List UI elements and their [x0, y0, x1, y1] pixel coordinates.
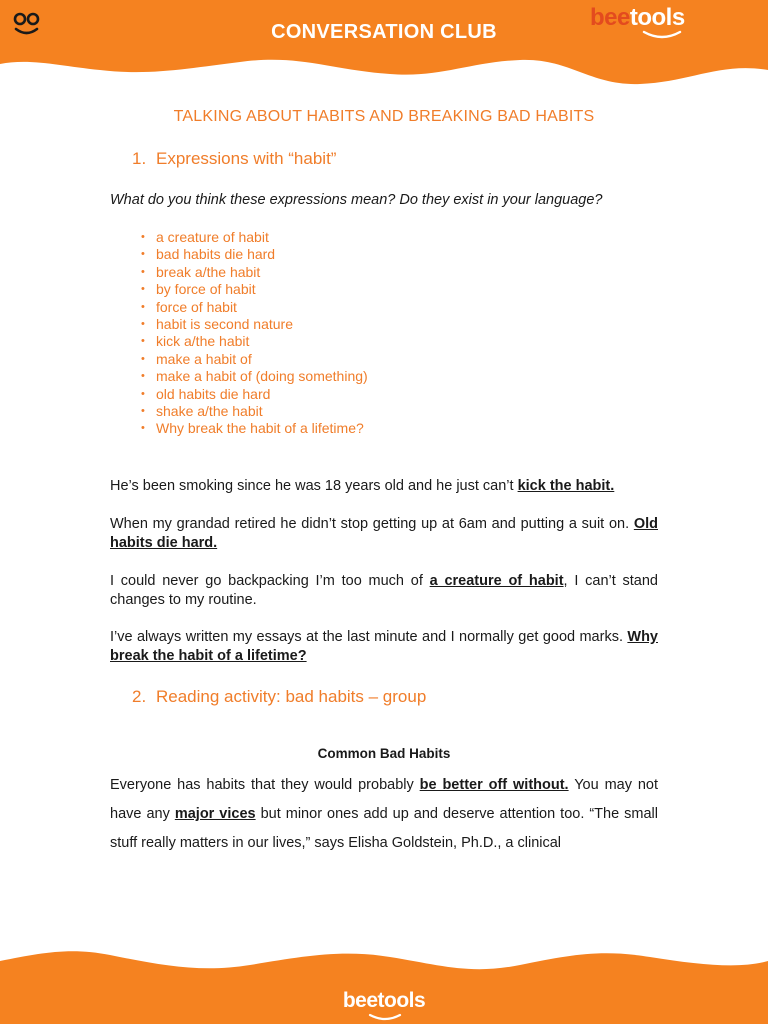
list-item: • make a habit of — [140, 351, 368, 368]
list-item: • break a/the habit — [140, 264, 368, 281]
example-paragraph — [110, 515, 658, 553]
example-paragraph — [110, 628, 658, 666]
reading-title: Common Bad Habits — [317, 746, 451, 761]
example-paragraph — [110, 477, 658, 496]
example-text: I’ve always written my essays at the last minute and I normally get good marks. — [110, 629, 628, 645]
list-item: • shake a/the habit — [140, 403, 368, 420]
list-item: • Why break the habit of a lifetime? — [140, 420, 368, 437]
example-text: He’s been smoking since he was 18 years old and he just can’t — [110, 478, 518, 494]
section-heading-expressions — [132, 149, 336, 169]
section-number: 2. — [132, 687, 147, 706]
list-item: • a creature of habit — [140, 229, 368, 246]
expressions-list — [140, 229, 368, 438]
list-item: • bad habits die hard — [140, 246, 368, 263]
brand-smile-icon — [642, 30, 682, 40]
example-paragraph — [110, 572, 658, 610]
list-item: • kick a/the habit — [140, 333, 368, 350]
footer-banner — [0, 935, 768, 1024]
reading-text: Everyone has habits that they would probably — [110, 777, 420, 793]
section-heading-reading — [132, 687, 426, 707]
list-item: • by force of habit — [140, 281, 368, 298]
footer-smile-icon — [368, 1013, 402, 1022]
discussion-question: What do you think these expressions mean? Do they exist in your language? — [110, 192, 603, 208]
example-text: When my grandad retired he didn’t stop getting up at 6am and putting a suit on. — [110, 516, 634, 532]
example-phrase: Why break the habit of a lifetime? — [110, 629, 658, 664]
example-phrase: Old habits die hard. — [110, 516, 658, 551]
brand-logo-bee: bee — [590, 4, 630, 31]
section-heading-text: Expressions with “habit” — [156, 149, 337, 168]
example-phrase: kick the habit. — [517, 478, 615, 494]
list-item: • force of habit — [140, 299, 368, 316]
reading-paragraph — [110, 771, 658, 858]
list-item: • old habits die hard — [140, 386, 368, 403]
list-item: • habit is second nature — [140, 316, 368, 333]
document-title: TALKING ABOUT HABITS AND BREAKING BAD HABITS — [173, 108, 595, 125]
example-phrase: a creature of habit — [429, 573, 564, 589]
brand-logo — [590, 4, 685, 32]
section-heading-text: Reading activity: bad habits – group — [156, 687, 427, 706]
section-number: 1. — [132, 149, 147, 168]
reading-phrase: be better off without. — [419, 777, 569, 793]
header-banner — [0, 0, 768, 90]
page-header-title: CONVERSATION CLUB — [271, 21, 497, 43]
brand-logo-tools: tools — [629, 4, 685, 31]
reading-text: but minor ones add up and deserve attention too. “The small stuff really matters in our lives,” says Elisha Goldstein, Ph.D., a clinical — [110, 806, 658, 851]
footer-brand-logo: beetools — [342, 989, 426, 1012]
example-text: I could never go backpacking I’m too much of — [110, 573, 430, 589]
list-item: • make a habit of (doing something) — [140, 368, 368, 385]
reading-text: You may not have any — [110, 777, 659, 822]
example-text: , I can’t stand changes to my routine. — [110, 573, 658, 608]
reading-phrase: major vices — [174, 806, 256, 822]
